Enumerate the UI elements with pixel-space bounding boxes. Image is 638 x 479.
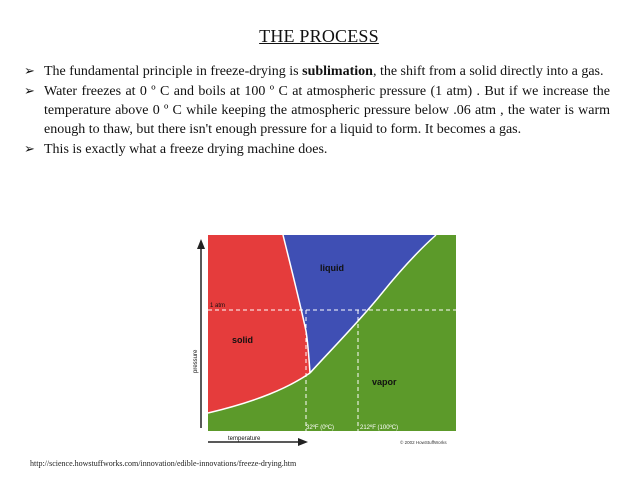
liquid-label: liquid bbox=[320, 263, 344, 273]
bullet-text-post: , the shift from a solid directly into a gas. bbox=[372, 64, 604, 79]
bullet-text: Water freezes at 0 º C and boils at 100 º C at atmospheric pressure (1 atm) . But if we increase the temperature above 0 º C while keeping the atmospheric pressure below .06 atm , the water is warm enough to thaw, but there isn't enough pressure for a liquid to form. It becomes a gas. bbox=[44, 84, 610, 137]
bullet-item bbox=[24, 82, 610, 139]
arrow-bullet-icon: ➢ bbox=[24, 64, 35, 79]
source-link[interactable]: http://science.howstuffworks.com/innovation/edible-innovations/freeze-drying.htm bbox=[30, 459, 297, 468]
copyright-label: © 2002 HowStuffWorks bbox=[400, 440, 447, 445]
bullet-text-bold: sublimation bbox=[302, 64, 373, 79]
x-axis-label: temperature bbox=[228, 436, 261, 442]
bullet-list bbox=[24, 62, 610, 160]
bullet-item bbox=[24, 140, 610, 159]
slide-title: THE PROCESS bbox=[259, 26, 379, 46]
one-atm-label: 1 atm bbox=[210, 303, 226, 309]
freeze-tick-label: 32ºF (0ºC) bbox=[306, 425, 335, 431]
bullet-text-pre: The fundamental principle in freeze-drying is bbox=[44, 64, 303, 79]
boil-tick-label: 212ºF (100ºC) bbox=[360, 425, 399, 431]
arrow-bullet-icon: ➢ bbox=[24, 84, 35, 99]
bullet-text: This is exactly what a freeze drying machine does. bbox=[44, 142, 328, 157]
vapor-label: vapor bbox=[372, 377, 397, 387]
arrow-bullet-icon: ➢ bbox=[24, 142, 35, 157]
phase-diagram bbox=[188, 233, 458, 448]
solid-label: solid bbox=[232, 335, 254, 345]
bullet-item bbox=[24, 62, 610, 81]
y-axis-label: pressure bbox=[193, 349, 199, 373]
